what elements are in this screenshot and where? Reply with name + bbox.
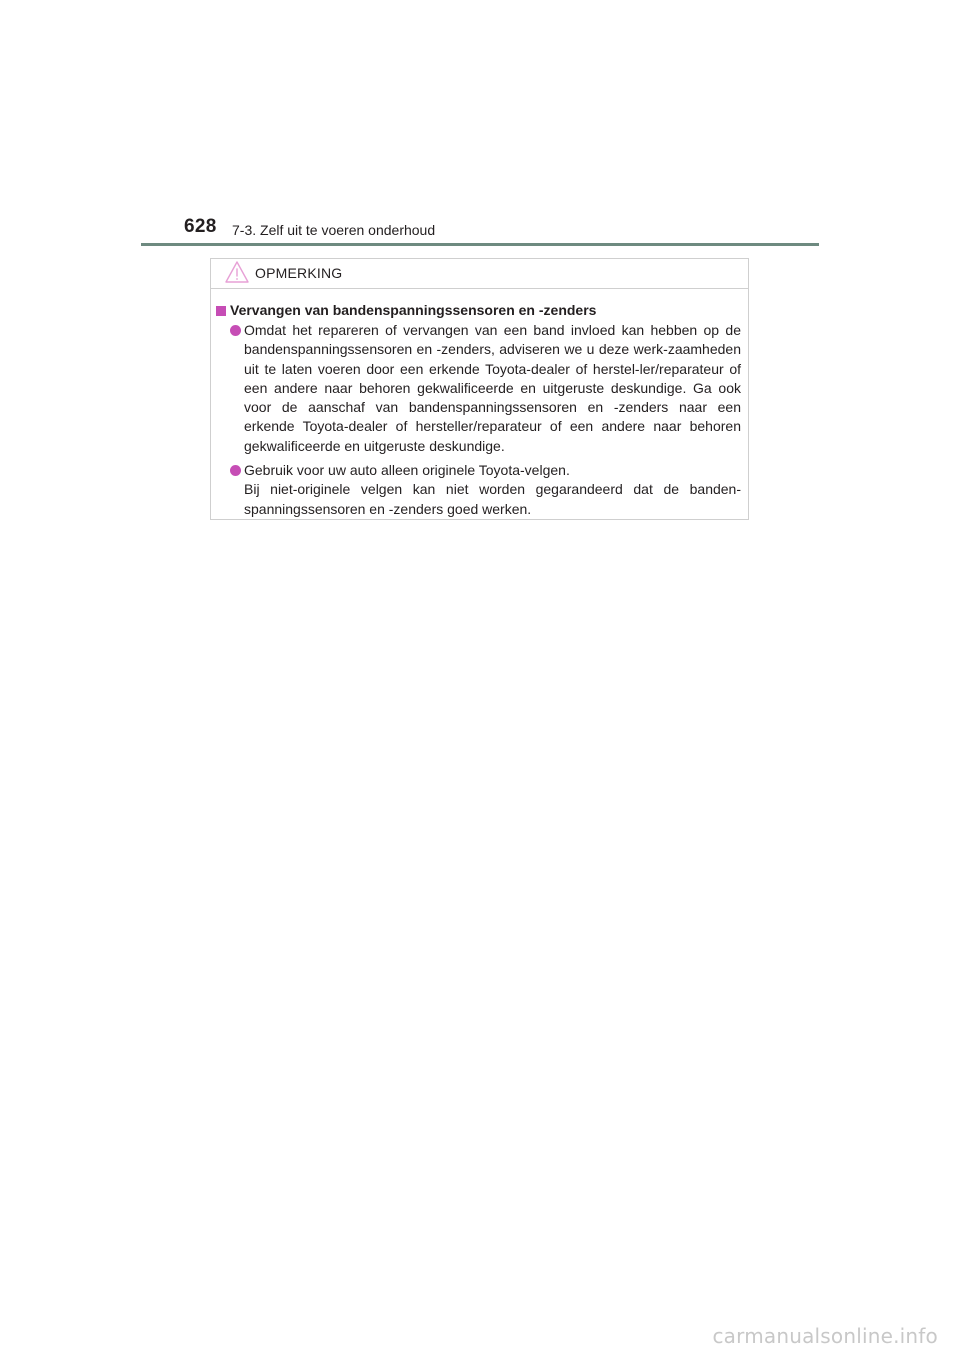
page-number: 628 xyxy=(184,216,217,237)
section-title: 7-3. Zelf uit te voeren onderhoud xyxy=(232,222,436,238)
square-bullet-icon xyxy=(216,306,226,316)
list-item-text: Bij niet-originele velgen kan niet worden gegarandeerd dat de banden-spanningssensoren en -zenders goed werken. xyxy=(244,481,741,517)
header-divider xyxy=(141,243,819,246)
page-header xyxy=(0,0,960,250)
round-bullet-icon xyxy=(230,465,241,476)
list-item-text: Gebruik voor uw auto alleen originele Toyota-velgen. xyxy=(244,462,570,479)
notice-heading-text: Vervangen van bandenspanningssensoren en -zenders xyxy=(230,302,597,318)
list-item xyxy=(215,461,741,519)
round-bullet-icon xyxy=(230,325,241,336)
notice-heading xyxy=(215,301,741,320)
list-item-text: Omdat het repareren of vervangen van een band invloed kan hebben op de bandenspanningssensoren en -zenders, adviseren we u deze werk-zaamheden uit te laten voeren door een erkende Toyota-dealer of herstel-ler/reparateur of een andere naar behoren gekwalificeerde en uitgeruste deskundige. Ga ook voor de aanschaf van bandenspanningssensoren en -zenders naar een erkende Toyota-dealer of hersteller/reparateur of een andere naar behoren gekwalificeerde en uitgeruste deskundige. xyxy=(244,322,741,454)
notice-box xyxy=(210,258,749,520)
notice-body xyxy=(211,289,748,519)
footer-watermark: carmanualsonline.info xyxy=(712,1324,938,1348)
notice-header xyxy=(211,259,748,289)
warning-triangle-icon xyxy=(225,260,249,284)
list-item xyxy=(215,321,741,456)
notice-title: OPMERKING xyxy=(255,265,343,281)
